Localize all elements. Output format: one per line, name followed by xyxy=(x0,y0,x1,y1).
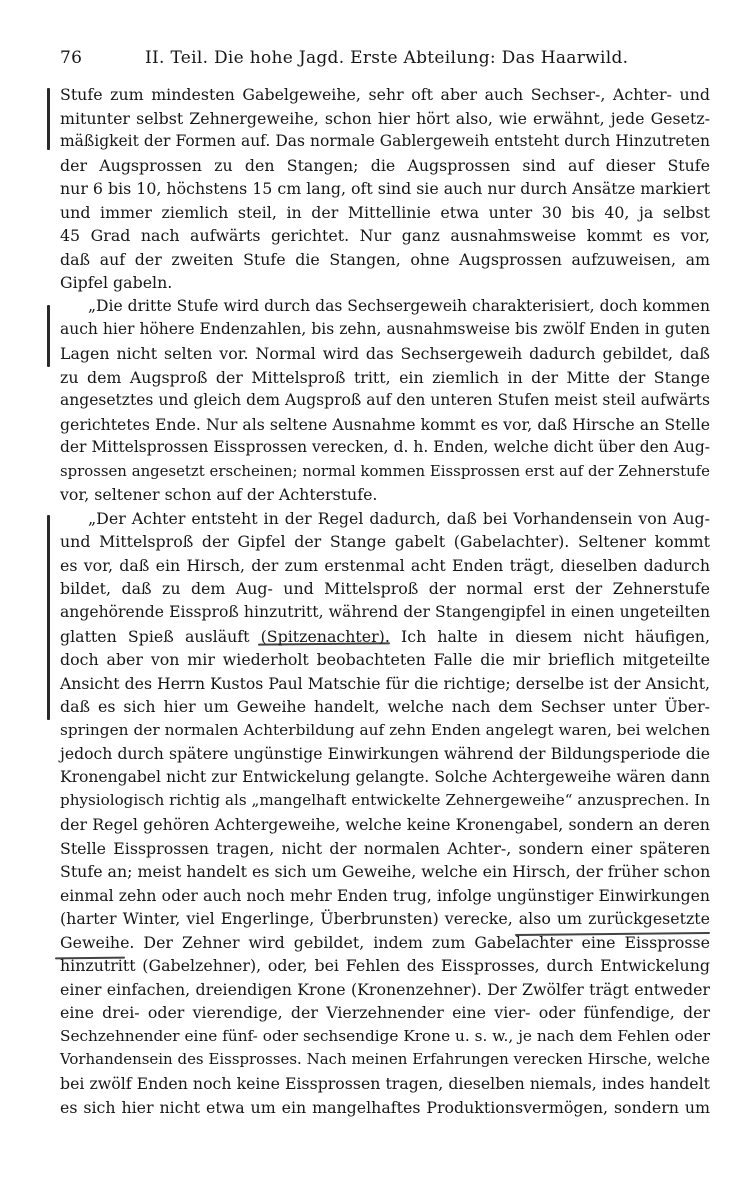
text-line: Ansicht des Herrn Kustos Paul Matschie für die richtige; derselbe ist der Ansicht, xyxy=(60,673,710,693)
text-line: einmal zehn oder auch noch mehr Enden trug, infolge ungünstiger Einwirkungen xyxy=(60,885,710,905)
text-line: mäßigkeit der Formen auf. Das normale Gablergeweih entsteht durch Hinzutreten xyxy=(60,132,710,151)
text-line: Lagen nicht selten vor. Normal wird das Sechsergeweih dadurch gebildet, daß xyxy=(60,344,710,364)
text-line: einer einfachen, dreiendigen Krone (Kronenzehner). Der Zwölfer trägt entweder xyxy=(60,979,710,999)
text-line: der Augsprossen zu den Stangen; die Augsprossen sind auf dieser Stufe xyxy=(60,155,710,175)
text-line: daß es sich hier um Geweihe handelt, welche nach dem Sechser unter Über- xyxy=(60,697,710,717)
text-line: 45 Grad nach aufwärts gerichtet. Nur ganz ausnahmsweise kommt es vor, xyxy=(60,226,710,246)
text-line: Vorhandensein des Eissprosses. Nach meinen Erfahrungen verecken Hirsche, welche xyxy=(60,1050,710,1069)
text-line: der Regel gehören Achtergeweihe, welche keine Kronengabel, sondern an deren xyxy=(60,814,710,834)
text-line: angehörende Eissproß hinzutritt, während der Stangengipfel in einen ungeteilten xyxy=(60,603,710,622)
text-line: mitunter selbst Zehnergeweihe, schon hier hört also, wie erwähnt, jede Gesetz- xyxy=(60,108,710,128)
paragraph-2 xyxy=(60,295,710,507)
margin-mark-2 xyxy=(47,305,50,367)
text-line: daß auf der zweiten Stufe die Stangen, ohne Augsprossen aufzuweisen, am xyxy=(60,249,710,269)
text-line: Sechzehnender eine fünf- oder sechsendige Krone u. s. w., je nach dem Fehlen oder xyxy=(60,1026,710,1045)
text-line: eine drei- oder vierendige, der Vierzehnender eine vier- oder fünfendige, der xyxy=(60,1003,710,1023)
text-line: und Mittelsproß der Gipfel der Stange gabelt (Gabelachter). Seltener kommt xyxy=(60,532,710,552)
text-line: „Der Achter entsteht in der Regel dadurch, daß bei Vorhandensein von Aug- xyxy=(88,508,710,528)
page-number: 76 xyxy=(60,48,83,68)
text-line: Gipfel gabeln. xyxy=(60,273,173,293)
text-line: bei zwölf Enden noch keine Eissprossen tragen, dieselben niemals, indes handelt xyxy=(60,1073,710,1093)
page-body xyxy=(60,83,710,1119)
text-line: (harter Winter, viel Engerlinge, Überbrunsten) verecke, also um zurückgesetzte xyxy=(60,909,710,929)
text-line: physiologisch richtig als „mangelhaft entwickelte Zehnergeweihe“ anzusprechen. In xyxy=(60,791,710,810)
running-title: II. Teil. Die hohe Jagd. Erste Abteilung: Das Haarwild. xyxy=(145,48,629,68)
paragraph-1 xyxy=(60,83,710,295)
text-line: es sich hier nicht etwa um ein mangelhaftes Produktionsvermögen, sondern um xyxy=(60,1097,710,1117)
text-line: Stufe an; meist handelt es sich um Geweihe, welche ein Hirsch, der früher schon xyxy=(60,862,711,882)
text-line: Kronengabel nicht zur Entwickelung gelangte. Solche Achtergeweihe wären dann xyxy=(60,767,710,786)
text-line: doch aber von mir wiederholt beobachteten Falle die mir brieflich mitgeteilte xyxy=(60,650,710,670)
margin-mark-1 xyxy=(47,88,50,150)
text-line: vor, seltener schon auf der Achterstufe. xyxy=(60,485,378,505)
text-line: der Mittelsprossen Eissprossen verecken, d. h. Enden, welche dicht über den Aug- xyxy=(60,438,710,457)
text-line: Stelle Eissprossen tragen, nicht der normalen Achter-, sondern einer späteren xyxy=(60,838,710,858)
text-line: sprossen angesetzt erscheinen; normal kommen Eissprossen erst auf der Zehnerstufe xyxy=(60,461,710,480)
text-line: es vor, daß ein Hirsch, der zum erstenmal acht Enden trägt, dieselben dadurch xyxy=(60,555,710,575)
paragraph-3 xyxy=(60,507,710,1119)
text-line: auch hier höhere Endenzahlen, bis zehn, ausnahmsweise bis zwölf Enden in guten xyxy=(60,320,710,339)
margin-mark-3 xyxy=(47,515,50,720)
text-line: hinzutritt (Gabelzehner), oder, bei Fehlen des Eissprosses, durch Entwickelung xyxy=(60,956,710,976)
text-line: bildet, daß zu dem Aug- und Mittelsproß der normal erst der Zehnerstufe xyxy=(60,579,710,599)
text-line: jedoch durch spätere ungünstige Einwirkungen während der Bildungsperiode die xyxy=(60,744,710,764)
text-line: zu dem Augsproß der Mittelsproß tritt, ein ziemlich in der Mitte der Stange xyxy=(60,367,710,387)
text-line: angesetztes und gleich dem Augsproß auf den unteren Stufen meist steil aufwärts xyxy=(60,391,710,410)
text-line: glatten Spieß ausläuft (Spitzenachter). Ich halte in diesem nicht häufigen, xyxy=(60,626,710,646)
text-line: Geweihe. Der Zehner wird gebildet, indem zum Gabelachter eine Eissprosse xyxy=(60,932,710,952)
text-line: springen der normalen Achterbildung auf zehn Enden angelegt waren, bei welchen xyxy=(60,720,710,739)
page-header xyxy=(60,40,710,76)
text-line: nur 6 bis 10, höchstens 15 cm lang, oft sind sie auch nur durch Ansätze markiert xyxy=(60,179,711,199)
text-line: gerichtetes Ende. Nur als seltene Ausnahme kommt es vor, daß Hirsche an Stelle xyxy=(60,414,710,434)
text-line: Stufe zum mindesten Gabelgeweihe, sehr oft aber auch Sechser-, Achter- und xyxy=(60,85,710,104)
text-line: „Die dritte Stufe wird durch das Sechsergeweih charakterisiert, doch kommen xyxy=(88,296,710,315)
text-line: und immer ziemlich steil, in der Mittellinie etwa unter 30 bis 40, ja selbst xyxy=(60,202,710,222)
